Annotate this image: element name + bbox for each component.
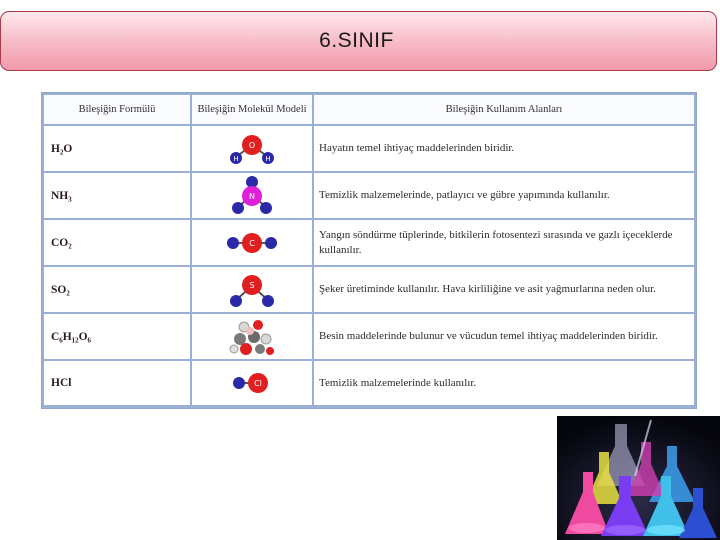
svg-text:H: H [233, 154, 239, 163]
flasks-icon [557, 416, 720, 540]
formula-cell: H₂O [44, 126, 192, 173]
svg-text:S: S [249, 280, 255, 290]
header-model: Bileşiğin Molekül Modeli [192, 95, 314, 126]
usage-cell: Şeker üretiminde kullanılır. Hava kirliliğine ve asit yağmurlarına neden olur. [314, 267, 694, 314]
molecule-co2-icon [222, 228, 282, 258]
molecule-model [192, 361, 314, 407]
formula-cell: HCl [44, 361, 192, 407]
molecule-model [192, 267, 314, 314]
page-title: 6.SINIF [319, 29, 394, 52]
molecule-so2-icon [222, 269, 282, 311]
svg-text:O: O [248, 140, 256, 150]
header-formula: Bileşiğin Formülü [44, 95, 192, 126]
molecule-glucose-icon [222, 315, 282, 359]
table-grid [42, 93, 696, 408]
formula-cell: NH₃ [44, 173, 192, 220]
formula-cell: CO₂ [44, 220, 192, 267]
molecule-hcl-icon [222, 368, 282, 398]
compound-table [41, 92, 697, 409]
usage-cell: Temizlik malzemelerinde, patlayıcı ve gübre yapımında kullanılır. [314, 173, 694, 220]
molecule-nh3-icon [222, 175, 282, 217]
header-usage: Bileşiğin Kullanım Alanları [314, 95, 694, 126]
formula-cell: C₆H₁₂O₆ [44, 314, 192, 361]
molecule-model [192, 126, 314, 173]
chemistry-flasks-image [557, 416, 720, 540]
usage-cell: Temizlik malzemelerinde kullanılır. [314, 361, 694, 407]
usage-cell: Yangın söndürme tüplerinde, bitkilerin fotosentezi sırasında ve gazlı içeceklerde kullanılır. [314, 220, 694, 267]
svg-text:C: C [249, 238, 255, 248]
molecule-model [192, 220, 314, 267]
svg-text:Cl: Cl [254, 379, 262, 388]
svg-text:N: N [249, 191, 255, 201]
svg-text:H: H [265, 154, 271, 163]
molecule-model [192, 314, 314, 361]
formula-cell: SO₂ [44, 267, 192, 314]
usage-cell: Hayatın temel ihtiyaç maddelerinden biridir. [314, 126, 694, 173]
molecule-model [192, 173, 314, 220]
title-bar [0, 11, 717, 71]
usage-cell: Besin maddelerinde bulunur ve vücudun temel ihtiyaç maddelerinden biridir. [314, 314, 694, 361]
molecule-h2o-icon [222, 131, 282, 167]
